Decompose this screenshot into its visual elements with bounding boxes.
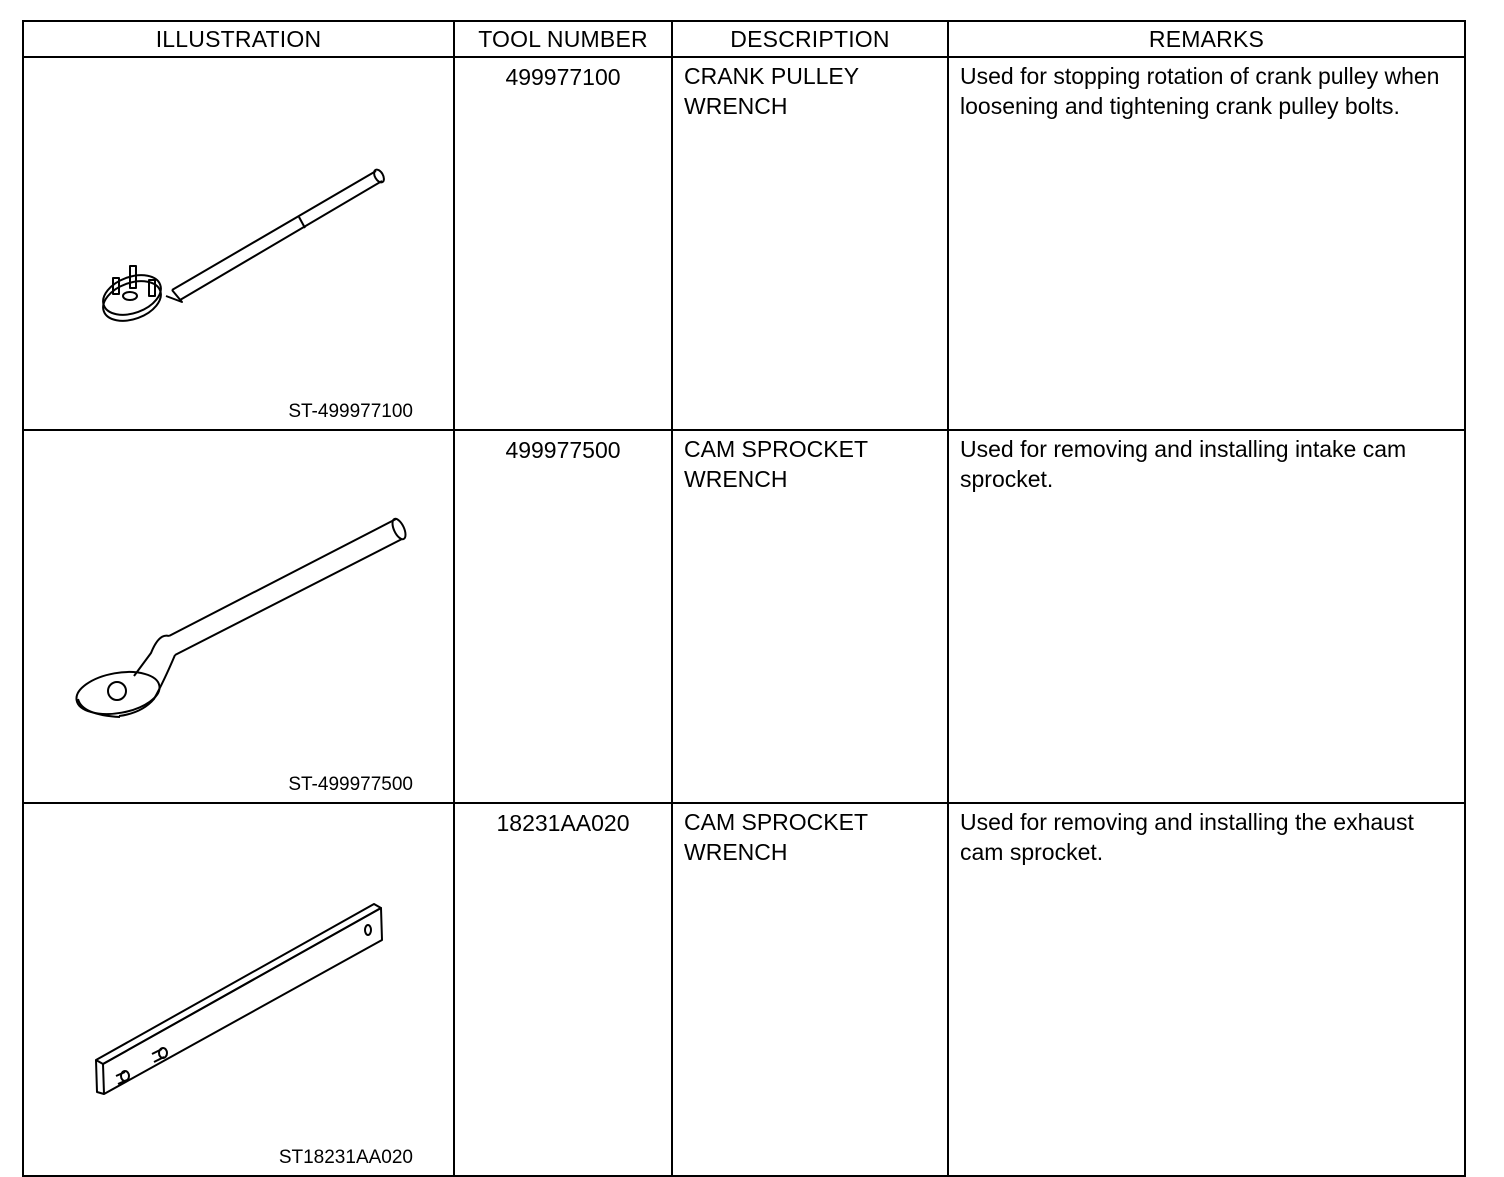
header-row: [23, 21, 1465, 57]
cam-sprocket-wrench-drawing: [24, 431, 455, 796]
illustration-cell: [23, 57, 454, 430]
table-row: [23, 57, 1465, 430]
description-cell: CRANK PULLEY WRENCH: [672, 57, 948, 430]
remarks-cell: Used for stopping rotation of crank pulley when loosening and tightening crank pulley bolts.: [948, 57, 1465, 430]
illustration-code: ST-499977100: [288, 401, 413, 422]
special-tools-table: [22, 20, 1466, 1177]
illustration-cell: [23, 803, 454, 1176]
description-cell: CAM SPROCKET WRENCH: [672, 803, 948, 1176]
header-remarks: REMARKS: [948, 21, 1465, 57]
illustration-code: ST-499977500: [288, 774, 413, 795]
header-illustration: ILLUSTRATION: [23, 21, 454, 57]
remarks-cell: Used for removing and installing the exhaust cam sprocket.: [948, 803, 1465, 1176]
header-description: DESCRIPTION: [672, 21, 948, 57]
crank-pulley-wrench-drawing: [24, 58, 455, 423]
cam-sprocket-bar-wrench-drawing: [24, 804, 455, 1169]
description-cell: CAM SPROCKET WRENCH: [672, 430, 948, 803]
remarks-cell: Used for removing and installing intake cam sprocket.: [948, 430, 1465, 803]
header-tool-number: TOOL NUMBER: [454, 21, 672, 57]
illustration-cell: [23, 430, 454, 803]
tool-number-cell: 18231AA020: [454, 803, 672, 1176]
tool-number-cell: 499977100: [454, 57, 672, 430]
tool-number-cell: 499977500: [454, 430, 672, 803]
illustration-code: ST18231AA020: [278, 1147, 413, 1168]
table-row: [23, 803, 1465, 1176]
table-row: [23, 430, 1465, 803]
